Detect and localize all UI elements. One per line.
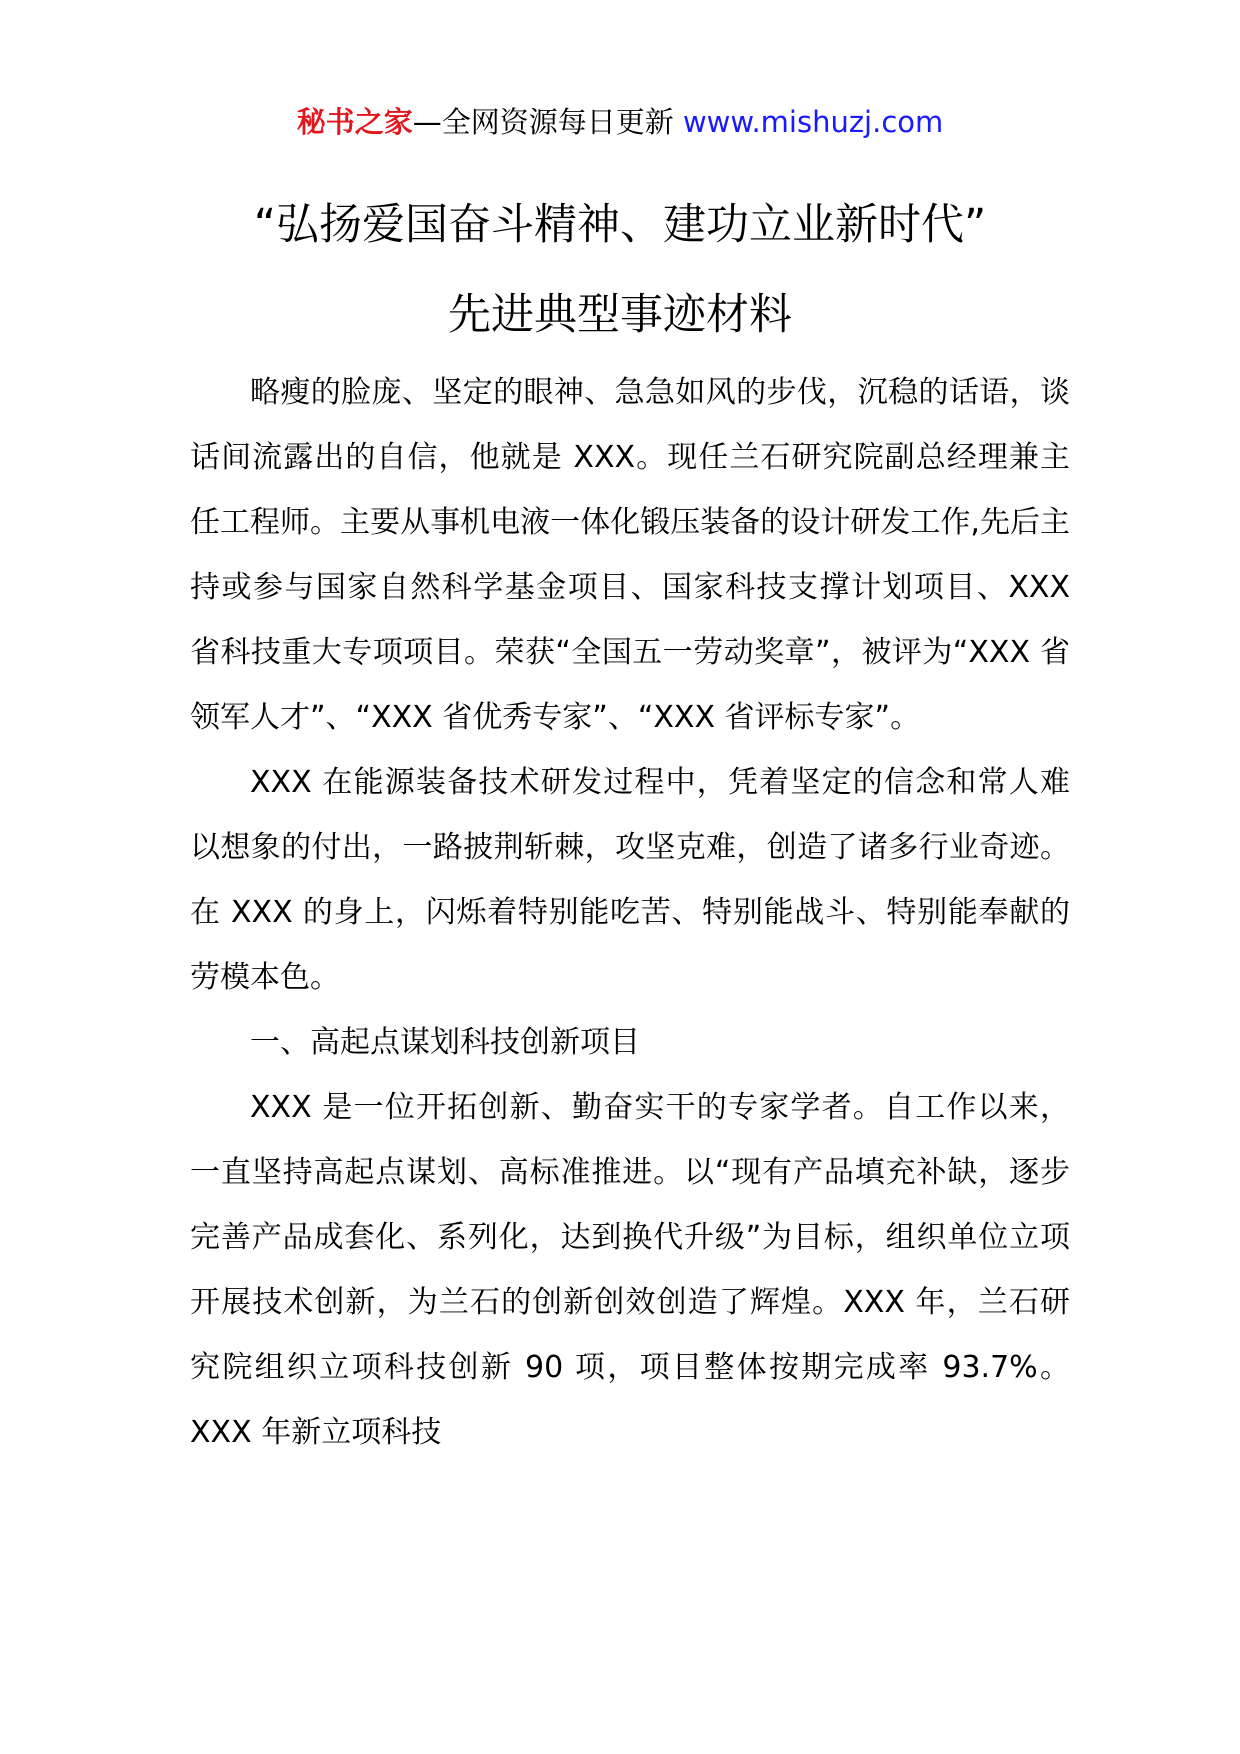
paragraph-summary: XXX 在能源装备技术研发过程中，凭着坚定的信念和常人难以想象的付出，一路披荆斩棘，攻坚克难，创造了诸多行业奇迹。在 XXX 的身上，闪烁着特别能吃苦、特别能战斗、特别能奉献的劳模本色。 [190, 765, 1070, 995]
brand-name: 秘书之家 [296, 105, 413, 139]
document-body [190, 360, 1070, 1465]
document-title: “弘扬爱国奋斗精神、建功立业新时代” [253, 200, 987, 250]
header-tagline: —全网资源每日更新 [412, 105, 674, 139]
paragraph-intro: 略瘦的脸庞、坚定的眼神、急急如风的步伐，沉稳的话语，谈话间流露出的自信，他就是 XXX。现任兰石研究院副总经理兼主任工程师。主要从事机电液一体化锻压装备的设计研发工作,先后主持或参与国家自然科学基金项目、国家科技支撑计划项目、XXX 省科技重大专项项目。荣获“全国五一劳动奖章”，被评为“XXX 省领军人才”、“XXX 省优秀专家”、“XXX 省评标专家”。 [190, 375, 1070, 735]
document-subtitle: 先进典型事迹材料 [448, 290, 792, 340]
section-paragraph: XXX 是一位开拓创新、勤奋实干的专家学者。自工作以来，一直坚持高起点谋划、高标准推进。以“现有产品填充补缺，逐步完善产品成套化、系列化，达到换代升级”为目标，组织单位立项开展技术创新，为兰石的创新创效创造了辉煌。XXX 年，兰石研究院组织立项科技创新 90 项，项目整体按期完成率 93.7%。XXX 年新立项科技 [190, 1090, 1070, 1450]
section-heading: 一、高起点谋划科技创新项目 [250, 1025, 640, 1060]
site-header [0, 102, 1240, 142]
site-url-link[interactable]: www.mishuzj.com [682, 105, 944, 139]
